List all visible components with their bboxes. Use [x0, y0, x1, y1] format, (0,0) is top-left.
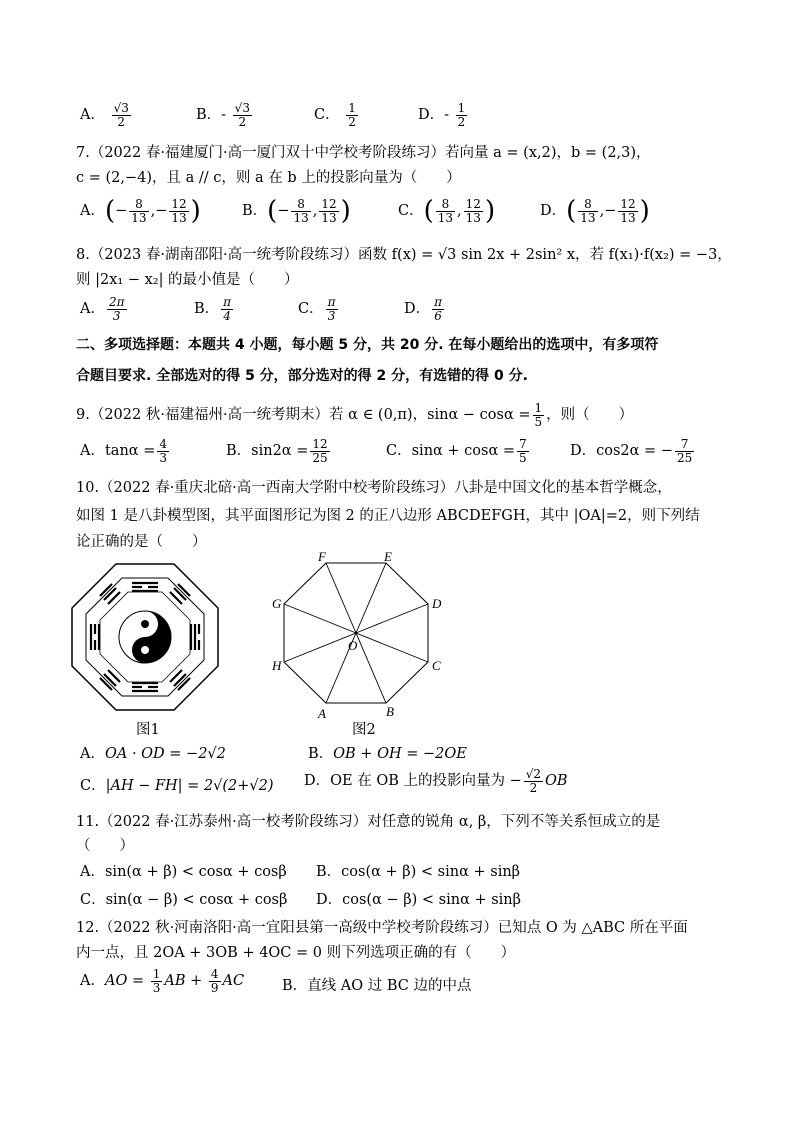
q11-stem-line2: （ ）: [76, 838, 134, 854]
q9-option-d: D．cos2α = − $\frac{7}{25}$: [570, 437, 693, 465]
q11-option-a: A．sin(α + β) < cosα + cosβ: [80, 864, 287, 880]
q8-option-d: D． $\frac{\pi}{6}$: [404, 295, 443, 323]
q7-option-c: C．( $\frac{8}{13}$ , $\frac{12}{13}$ ): [398, 196, 496, 226]
q8-option-b: B． $\frac{\pi}{4}$: [194, 295, 232, 323]
vertex-label-e: E: [384, 550, 392, 564]
vertex-label-a: A: [318, 706, 326, 720]
q12-option-b: B．直线 AO 过 BC 边的中点: [282, 978, 472, 994]
q7-option-d: D．( $\frac{8}{13}$ ,− $\frac{12}{13}$ ): [540, 196, 650, 226]
vertex-label-f: F: [318, 550, 326, 564]
q8-stem-line2: 则 |2x₁ − x₂| 的最小值是（ ）: [76, 272, 299, 288]
section2-heading-line2: 合题目要求. 全部选对的得 5 分，部分选对的得 2 分，有选错的得 0 分.: [76, 368, 528, 384]
q9-option-b: B．sin2α = $\frac{12}{25}$: [226, 437, 328, 465]
bagua-figure: [70, 562, 220, 712]
q7-option-a: A．(− $\frac{8}{13}$ ,− $\frac{12}{13}$ ): [80, 196, 201, 226]
q6-option-c: C． $\frac{1}{2}$: [314, 101, 356, 129]
vertex-label-o: O: [348, 638, 358, 653]
q8-option-a: A． $\frac{2\pi}{3}$: [80, 295, 125, 323]
q9-option-a: A．tanα = $\frac{4}{3}$: [80, 437, 167, 465]
q11-option-b: B．cos(α + β) < sinα + sinβ: [316, 864, 521, 880]
q8-stem-line1: 8.（2023 春·湖南邵阳·高一统考阶段练习）函数 f(x) = √3 sin 2x + 2sin² x，若 f(x₁)·f(x₂) = −3，: [76, 247, 732, 263]
q7-stem-line2: c = (2,−4)，且 a // c，则 a 在 b 上的投影向量为（ ）: [76, 170, 461, 186]
q6-option-d: D．- $\frac{1}{2}$: [418, 101, 466, 129]
q10-option-a: A．OA · OD = −2√2: [80, 746, 226, 762]
q6-option-b: B．- $\frac{√3}{2}$: [196, 101, 250, 129]
q12-stem-line1: 12.（2022 秋·河南洛阳·高一宜阳县第一高级中学校考阶段练习）已知点 O 为 △ABC 所在平面: [76, 920, 688, 936]
figure1-caption: 图1: [136, 722, 160, 738]
q11-option-d: D．cos(α − β) < sinα + sinβ: [316, 892, 522, 908]
q12-option-a: A．AO = $\frac{1}{3}$ AB + $\frac{4}{9}$ AC: [80, 967, 245, 995]
octagon-figure: [266, 550, 456, 720]
q10-option-c: C．|AH − FH| = 2√(2+√2): [80, 778, 274, 794]
vertex-label-h: H: [272, 658, 282, 673]
q12-stem-line2: 内一点，且 2OA + 3OB + 4OC = 0 则下列选项正确的有（ ）: [76, 945, 516, 961]
q10-option-d: D．OE 在 OB 上的投影向量为 − $\frac{√2}{2}$ OB: [304, 767, 568, 795]
q10-stem-line3: 论正确的是（ ）: [76, 534, 207, 550]
q10-option-b: B．OB + OH = −2OE: [308, 746, 467, 762]
figure2-caption: 图2: [352, 722, 376, 738]
q10-stem-line2: 如图 1 是八卦模型图，其平面图形记为图 2 的正八边形 ABCDEFGH，其中 |OA|=2，则下列结: [76, 508, 700, 524]
section2-heading-line1: 二、多项选择题：本题共 4 小题，每小题 5 分，共 20 分. 在每小题给出的选项中，有多项符: [76, 337, 659, 353]
q11-option-c: C．sin(α − β) < cosα + cosβ: [80, 892, 288, 908]
vertex-label-c: C: [432, 658, 441, 673]
q7-option-b: B．(− $\frac{8}{13}$ , $\frac{12}{13}$ ): [242, 196, 351, 226]
q9-option-c: C．sinα + cosα = $\frac{7}{5}$: [386, 437, 527, 465]
q11-stem-line1: 11.（2022 春·江苏泰州·高一校考阶段练习）对任意的锐角 α, β，下列不等关系恒成立的是: [76, 814, 661, 830]
q8-option-c: C． $\frac{\pi}{3}$: [298, 295, 336, 323]
vertex-label-b: B: [386, 704, 394, 719]
q6-option-a: A． $\frac{√3}{2}$: [80, 101, 129, 129]
q9-stem: 9.（2022 秋·福建福州·高一统考期末）若 α ∈ (0,π)，sinα − cosα = $\frac{1}{5}$ ，则（ ）: [76, 401, 634, 429]
vertex-label-g: G: [272, 596, 282, 611]
vertex-label-d: D: [432, 596, 442, 611]
q7-stem-line1: 7.（2022 春·福建厦门·高一厦门双十中学校考阶段练习）若向量 a = (x,2)，b = (2,3)，: [76, 145, 651, 161]
q10-stem-line1: 10.（2022 春·重庆北碚·高一西南大学附中校考阶段练习）八卦是中国文化的基本哲学概念，: [76, 480, 672, 496]
